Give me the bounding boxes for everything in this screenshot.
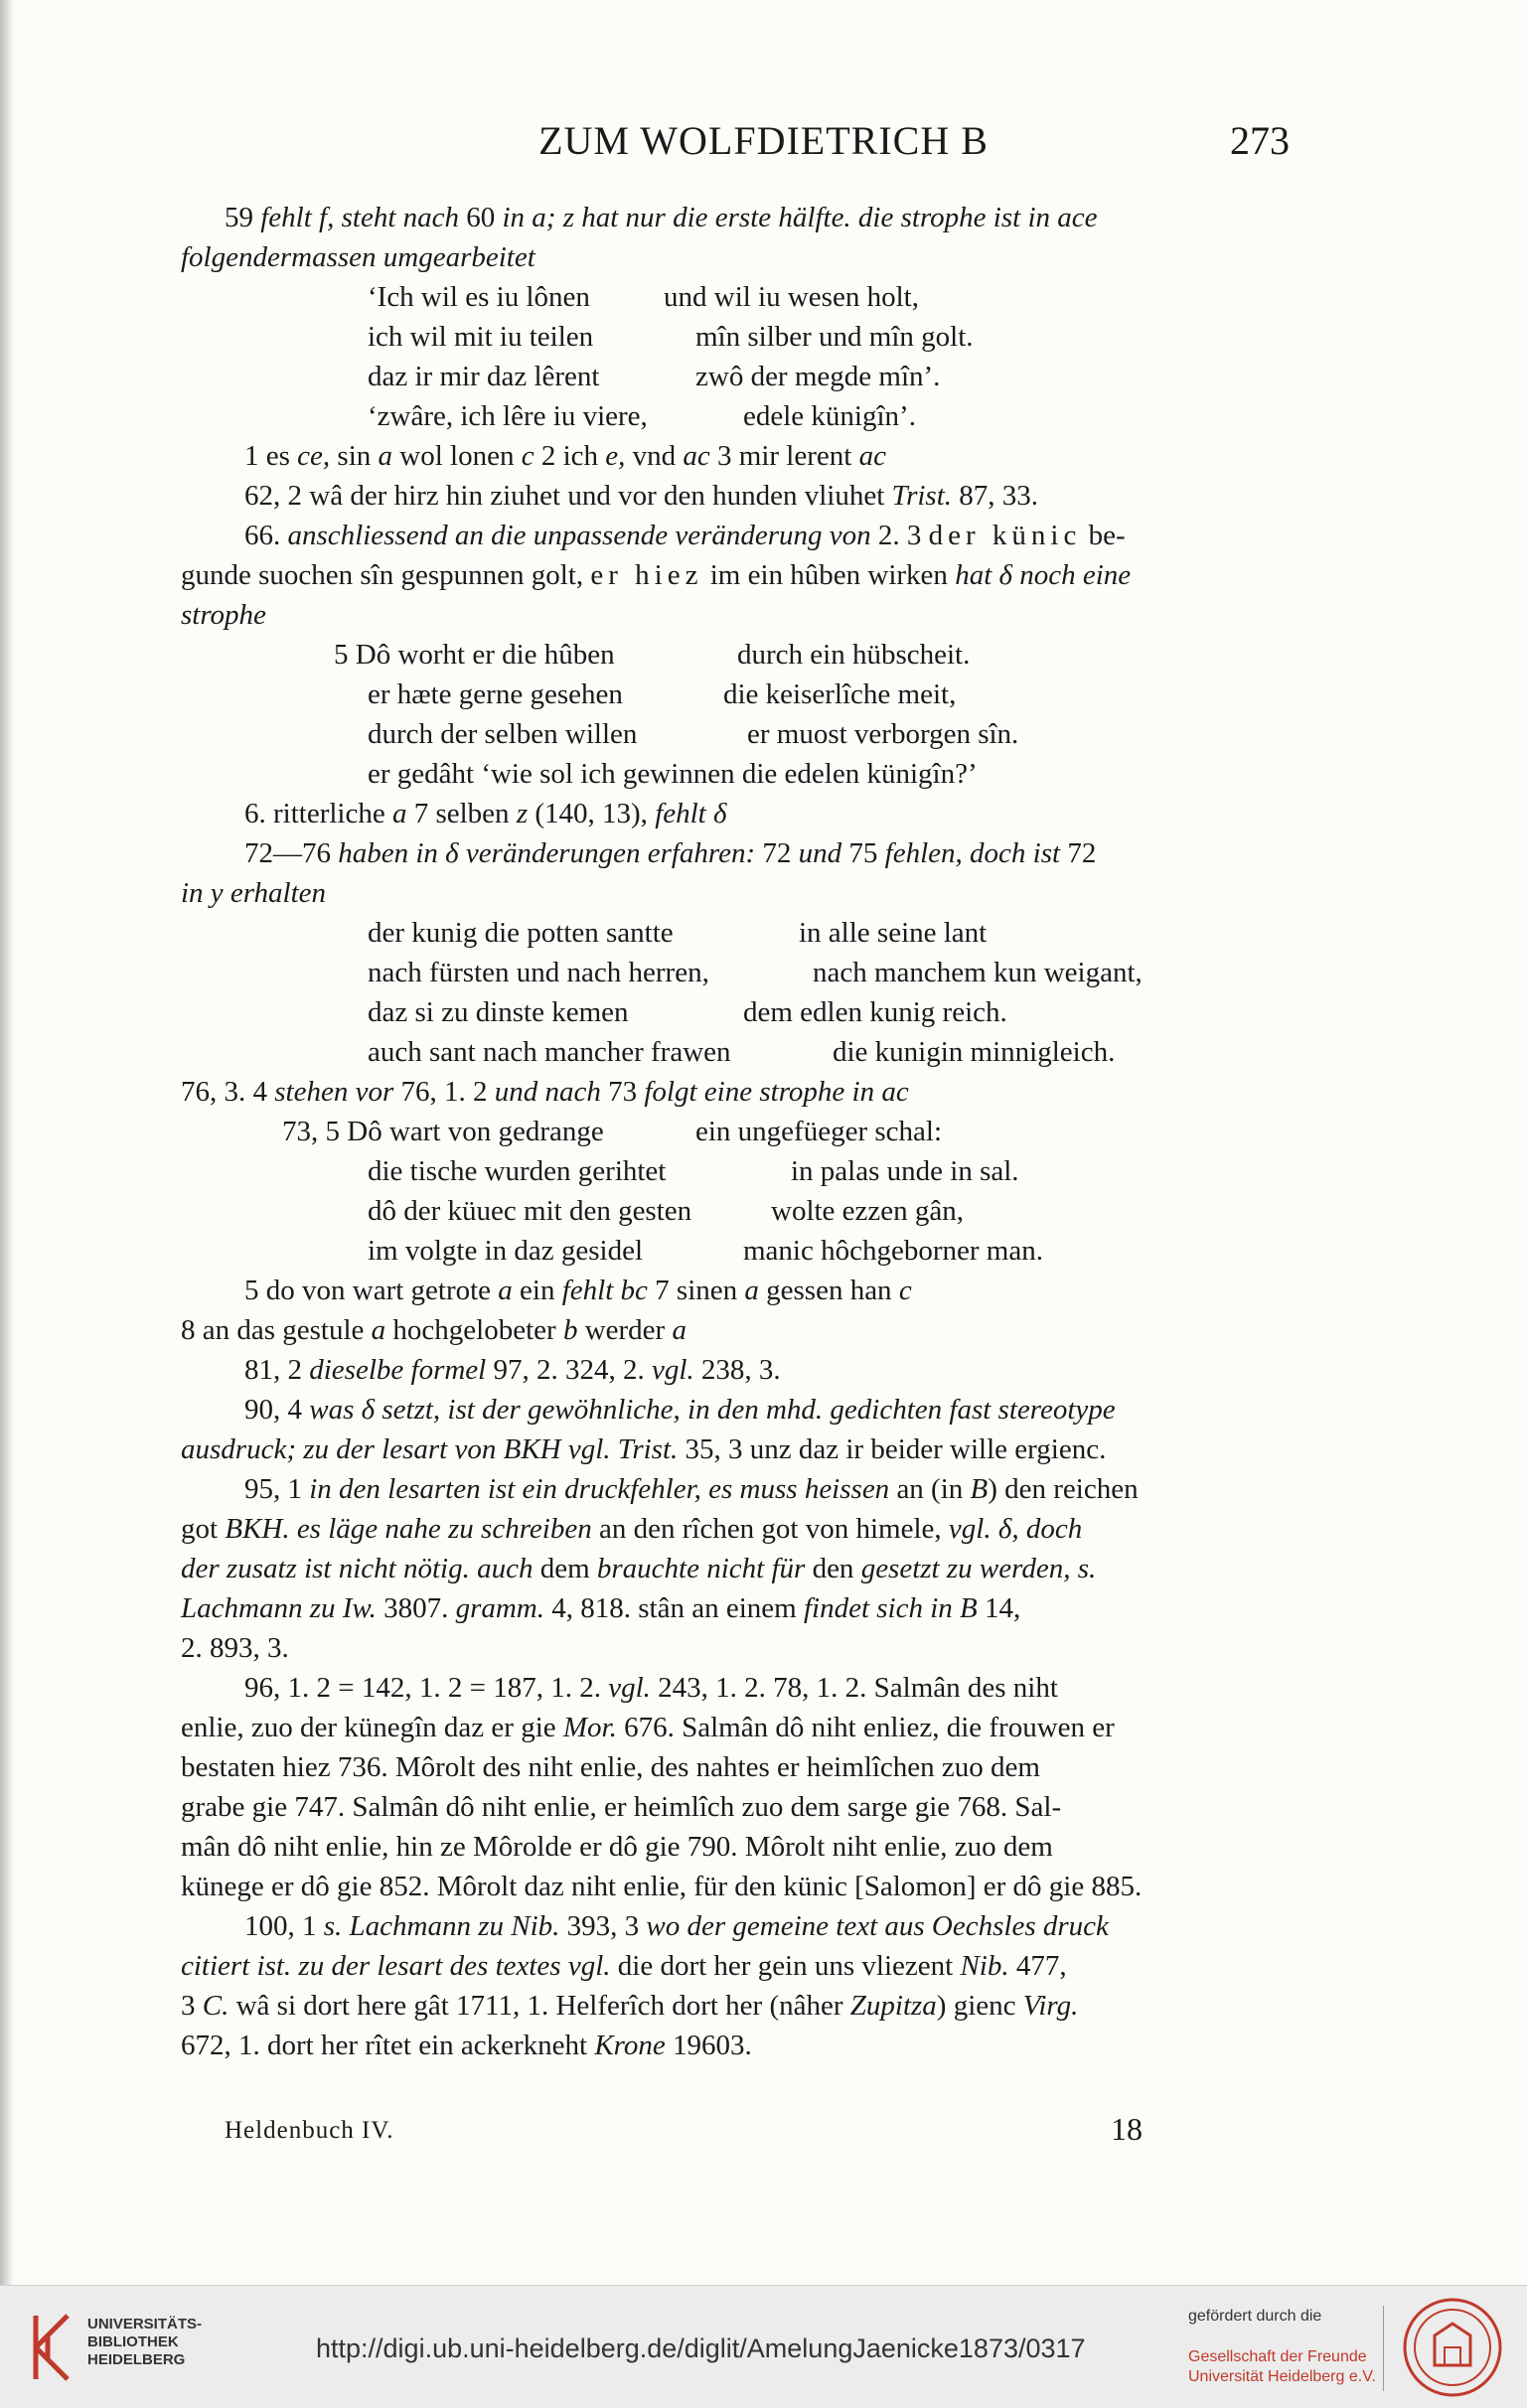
verse-first-half: 73, 5 Dô wart von gedrange xyxy=(282,1116,604,1147)
roman-span: grabe gie 747. Salmân dô niht enlie, er heimlîch zuo dem sarge gie 768. Sal- xyxy=(181,1791,1062,1823)
roman-span: 2. 893, 3. xyxy=(181,1632,289,1664)
roman-span: vnd xyxy=(625,440,684,472)
italic-span: strophe xyxy=(181,599,266,631)
italic-span: vgl. δ, doch xyxy=(948,1513,1083,1545)
roman-span: 477, xyxy=(1008,1950,1067,1982)
library-name xyxy=(87,2316,202,2369)
roman-span: 59 xyxy=(225,202,261,233)
library-name-line: BIBLIOTHEK xyxy=(87,2333,179,2350)
library-name-line: HEIDELBERG xyxy=(87,2351,186,2368)
roman-span: 19603. xyxy=(665,2030,752,2061)
italic-span: ausdruck; xyxy=(181,1433,296,1465)
roman-span: an (in xyxy=(889,1473,971,1505)
roman-span: gunde suochen sîn gespunnen golt, xyxy=(181,559,591,591)
verse-first-half: ich wil mit iu teilen xyxy=(368,321,594,353)
text-line xyxy=(181,1753,1040,1782)
verse-second-half: zwô der megde mîn’. xyxy=(695,361,941,392)
italic-span: a xyxy=(391,798,407,829)
roman-span: 66. xyxy=(244,520,288,551)
text-line xyxy=(181,1992,1078,2021)
verse-first-half: ‘Ich wil es iu lônen xyxy=(368,281,590,313)
roman-span: 5 do von wart getrote xyxy=(244,1275,499,1306)
italic-span: a xyxy=(744,1275,759,1306)
italic-span: Virg. xyxy=(1022,1990,1079,2022)
italic-span: hat δ noch eine xyxy=(955,559,1132,591)
roman-span: an den rîchen got von himele, xyxy=(591,1513,949,1545)
roman-span: 4, 818. stân an einem xyxy=(544,1592,804,1624)
roman-span: 81, 2 xyxy=(244,1354,310,1386)
roman-span: wol lonen xyxy=(392,440,522,472)
italic-span: Trist. xyxy=(891,480,953,512)
roman-span: 72 xyxy=(1060,837,1097,869)
roman-span: 2 ich xyxy=(534,440,606,472)
italic-span: brauchte nicht für xyxy=(596,1553,806,1584)
roman-span: 62, 2 wâ der hirz hin ziuhet und vor den hunden vliuhet xyxy=(244,480,892,512)
roman-span: im ein hûben wirken xyxy=(702,559,956,591)
text-line xyxy=(181,1873,1142,1901)
roman-span: wâ si dort here gât 1711, 1. Helferîch dort her (nâher xyxy=(229,1990,850,2022)
text-line xyxy=(181,1078,909,1107)
italic-span: in a; z hat nur die erste hälfte. die strophe ist in ace xyxy=(502,202,1098,233)
verse-second-half: wolte ezzen gân, xyxy=(771,1195,965,1227)
italic-span: fehlt bc xyxy=(561,1275,648,1306)
italic-span: Krone xyxy=(594,2030,666,2061)
sponsor-name-line: Universität Heidelberg e.V. xyxy=(1188,2368,1376,2385)
italic-span: Mor. xyxy=(562,1712,617,1743)
sponsor-name xyxy=(1188,2347,1376,2387)
roman-span: enlie, zuo der künegîn daz er gie xyxy=(181,1712,563,1743)
text-line xyxy=(244,1912,1109,1941)
page-number: 273 xyxy=(1230,118,1290,163)
sponsor-intro: gefördert durch die xyxy=(1188,2308,1322,2325)
verse-second-half: mîn silber und mîn golt. xyxy=(695,321,974,353)
roman-span: mân dô niht enlie, hin ze Môrolde er dô gie 790. Môrolt niht enlie, zuo dem xyxy=(181,1831,1053,1863)
italic-span: fehlen, doch ist xyxy=(884,837,1061,869)
italic-span: c xyxy=(898,1275,912,1306)
roman-span: 672, 1. dort her rîtet ein ackerkneht xyxy=(181,2030,595,2061)
italic-span: der zusatz ist nicht nötig. auch xyxy=(181,1553,534,1584)
roman-span: 393, 3 xyxy=(559,1910,647,1942)
text-line xyxy=(181,601,266,630)
italic-span: b xyxy=(562,1314,578,1346)
verse-first-half: im volgte in daz gesidel xyxy=(368,1235,644,1267)
university-seal-icon xyxy=(1401,2296,1504,2399)
roman-span: 90, 4 xyxy=(244,1394,310,1426)
italic-span: wo der gemeine text aus Oechsles druck xyxy=(646,1910,1109,1942)
roman-span: 238, 3. xyxy=(693,1354,781,1386)
italic-span: fehlt δ xyxy=(655,798,727,829)
text-line xyxy=(181,561,1131,590)
roman-span: 35, 3 unz daz ir beider wille ergienc. xyxy=(678,1433,1107,1465)
roman-span: 243, 1. 2. 78, 1. 2. Salmân des niht xyxy=(650,1672,1058,1704)
italic-span: es läge nahe zu schreiben xyxy=(296,1513,592,1545)
text-line xyxy=(244,839,1096,868)
text-line xyxy=(244,1674,1058,1703)
italic-span: e, xyxy=(605,440,626,472)
page-edge-shadow xyxy=(0,0,14,2285)
italic-span: z xyxy=(516,798,529,829)
roman-span: ) den reichen xyxy=(988,1473,1139,1505)
verse-second-half: und wil iu wesen holt, xyxy=(664,281,919,313)
italic-span: fehlt f, steht nach xyxy=(260,202,459,233)
italic-span: B xyxy=(970,1473,989,1505)
verse-second-half: nach manchem kun weigant, xyxy=(813,957,1143,988)
verse-second-half: in palas unde in sal. xyxy=(791,1155,1019,1187)
italic-span: stehen vor xyxy=(274,1076,394,1108)
text-line xyxy=(181,1634,289,1663)
text-line xyxy=(225,204,1098,232)
italic-span: und xyxy=(798,837,842,869)
text-line xyxy=(181,1555,1096,1583)
verse-first-half: er hæte gerne gesehen xyxy=(368,678,623,710)
roman-span: 7 sinen xyxy=(647,1275,745,1306)
roman-span: 97, 2. 324, 2. xyxy=(486,1354,652,1386)
italic-span: vgl. xyxy=(608,1672,651,1704)
spaced-span: er hiez xyxy=(590,559,703,591)
viewer-footer-bar xyxy=(0,2285,1527,2408)
italic-span: vgl. xyxy=(651,1354,694,1386)
verse-second-half: durch ein hübscheit. xyxy=(737,639,971,671)
text-line xyxy=(181,1316,687,1345)
roman-span: dem xyxy=(533,1553,597,1584)
signature-mark: 18 xyxy=(1111,2111,1143,2147)
roman-span: 3807. xyxy=(376,1592,456,1624)
roman-span: 6. ritterliche xyxy=(244,798,392,829)
text-line xyxy=(244,1277,912,1305)
verse-second-half: ein ungefüeger schal: xyxy=(695,1116,943,1147)
italic-span: C. xyxy=(202,1990,229,2022)
permalink-url[interactable]: http://digi.ub.uni-heidelberg.de/diglit/AmelungJaenicke1873/0317 xyxy=(316,2333,1086,2363)
italic-span: s. Lachmann zu Nib. xyxy=(323,1910,560,1942)
ub-heidelberg-logo-icon xyxy=(28,2308,76,2387)
text-line xyxy=(181,1594,1020,1623)
roman-span: gessen han xyxy=(758,1275,899,1306)
italic-span: in den lesarten ist ein druckfehler, es muss heissen xyxy=(309,1473,890,1505)
roman-span: 100, 1 xyxy=(244,1910,324,1942)
text-line xyxy=(181,879,326,908)
text-line xyxy=(368,760,978,789)
roman-span: 95, 1 xyxy=(244,1473,310,1505)
italic-span: Nib. xyxy=(960,1950,1009,1982)
italic-span: BKH. xyxy=(225,1513,290,1545)
text-line xyxy=(244,1396,1116,1425)
verse-first-half: dô der küuec mit den gesten xyxy=(368,1195,692,1227)
roman-span: 60 xyxy=(459,202,503,233)
verse-first-half: die tische wurden gerihtet xyxy=(368,1155,667,1187)
verse-first-half: nach fürsten und nach herren, xyxy=(368,957,709,988)
italic-span: Lachmann zu Iw. xyxy=(181,1592,377,1624)
italic-span: Zupitza xyxy=(849,1990,937,2022)
italic-span: folgt eine strophe in ac xyxy=(644,1076,909,1108)
book-title-footer: Heldenbuch IV. xyxy=(225,2117,394,2144)
italic-span: haben in δ veränderungen erfahren: xyxy=(338,837,756,869)
text-line xyxy=(181,2032,752,2060)
italic-span: gesetzt zu werden, s. xyxy=(860,1553,1097,1584)
italic-span: c xyxy=(521,440,534,472)
roman-span: 3 mir lerent xyxy=(709,440,859,472)
roman-span: be- xyxy=(1081,520,1126,551)
roman-span: 72—76 xyxy=(244,837,339,869)
text-line xyxy=(244,522,1126,550)
text-line xyxy=(244,1356,781,1385)
roman-span: 76, 1. 2 xyxy=(393,1076,495,1108)
text-line xyxy=(244,800,726,828)
text-line xyxy=(244,442,886,471)
italic-span: in y erhalten xyxy=(181,877,327,909)
roman-span: 7 selben xyxy=(406,798,517,829)
roman-span: (140, 13), xyxy=(528,798,656,829)
running-title: ZUM WOLFDIETRICH B xyxy=(538,118,989,163)
library-name-line: UNIVERSITÄTS- xyxy=(87,2316,203,2333)
roman-span: 72 xyxy=(755,837,799,869)
roman-span: 87, 33. xyxy=(952,480,1039,512)
roman-span: 75 xyxy=(841,837,885,869)
verse-second-half: die kunigin minnigleich. xyxy=(833,1036,1116,1068)
italic-span: gramm. xyxy=(455,1592,544,1624)
text-line xyxy=(181,1435,1106,1464)
spaced-span: der künic xyxy=(928,520,1082,551)
italic-span: und nach xyxy=(494,1076,601,1108)
roman-span: 3 xyxy=(181,1990,203,2022)
verse-second-half: er muost verborgen sîn. xyxy=(747,718,1019,750)
roman-span: werder xyxy=(577,1314,673,1346)
verse-first-half: durch der selben willen xyxy=(368,718,638,750)
roman-span: bestaten hiez 736. Môrolt des niht enlie, des nahtes er heimlîchen zuo dem xyxy=(181,1751,1040,1783)
text-line xyxy=(181,243,535,272)
sponsor-name-line: Gesellschaft der Freunde xyxy=(1188,2348,1367,2365)
italic-span: zu der lesart von BKH vgl. Trist. xyxy=(303,1433,679,1465)
roman-span: ein xyxy=(512,1275,562,1306)
text-line xyxy=(181,1793,1061,1822)
text-line xyxy=(181,1952,1067,1981)
roman-span: 76, 3. 4 xyxy=(181,1076,275,1108)
roman-span: hochgelobeter xyxy=(385,1314,563,1346)
verse-first-half: 5 Dô worht er die hûben xyxy=(334,639,615,671)
roman-span: 2. 3 xyxy=(870,520,929,551)
text-line xyxy=(244,1475,1139,1504)
verse-first-half: ‘zwâre, ich lêre iu viere, xyxy=(368,400,648,432)
roman-span xyxy=(290,1513,297,1545)
italic-span: a xyxy=(378,440,393,472)
divider xyxy=(1383,2306,1384,2391)
verse-second-half: die keiserlîche meit, xyxy=(723,678,957,710)
verse-second-half: edele künigîn’. xyxy=(743,400,916,432)
italic-span: anschliessend an die unpassende veränderung von xyxy=(287,520,871,551)
verse-first-half: der kunig die potten santte xyxy=(368,917,674,949)
roman-span: 1 es xyxy=(244,440,298,472)
roman-span: sin xyxy=(330,440,379,472)
italic-span: findet sich in B xyxy=(803,1592,978,1624)
italic-span: citiert ist. zu der lesart des textes vgl. xyxy=(181,1950,611,1982)
italic-span: was δ setzt, ist der gewöhnliche, in den mhd. gedichten fast stereotype xyxy=(309,1394,1116,1426)
italic-span: a xyxy=(371,1314,386,1346)
text-line xyxy=(181,1515,1082,1544)
verse-second-half: in alle seine lant xyxy=(799,917,988,949)
roman-span: ) gienc xyxy=(936,1990,1023,2022)
roman-span: 73 xyxy=(600,1076,645,1108)
verse-second-half: manic hôchgeborner man. xyxy=(743,1235,1043,1267)
italic-span: dieselbe formel xyxy=(309,1354,487,1386)
roman-span: künege er dô gie 852. Môrolt daz niht enlie, für den künic [Salomon] er dô gie 885. xyxy=(181,1871,1143,1902)
roman-span: die dort her gein uns vliezent xyxy=(610,1950,961,1982)
text-line xyxy=(244,482,1038,511)
roman-span: 14, xyxy=(977,1592,1021,1624)
roman-span: 96, 1. 2 = 142, 1. 2 = 187, 1. 2. xyxy=(244,1672,609,1704)
italic-span: a xyxy=(672,1314,687,1346)
verse-first-half: daz ir mir daz lêrent xyxy=(368,361,600,392)
text-line xyxy=(181,1714,1115,1742)
verse-first-half: auch sant nach mancher frawen xyxy=(368,1036,731,1068)
verse-second-half: dem edlen kunig reich. xyxy=(743,996,1007,1028)
roman-span: 676. Salmân dô niht enliez, die frouwen er xyxy=(616,1712,1115,1743)
roman-span: 8 an das gestule xyxy=(181,1314,372,1346)
roman-span: den xyxy=(805,1553,861,1584)
italic-span: ac xyxy=(683,440,710,472)
italic-span: a xyxy=(498,1275,513,1306)
italic-span: folgendermassen umgearbeitet xyxy=(181,241,535,273)
roman-span: got xyxy=(181,1513,226,1545)
verse-first-half: daz si zu dinste kemen xyxy=(368,996,629,1028)
italic-span: ce, xyxy=(297,440,331,472)
italic-span: ac xyxy=(858,440,886,472)
roman-span: er gedâht ‘wie sol ich gewinnen die edelen künigîn?’ xyxy=(368,758,978,790)
text-line xyxy=(181,1833,1053,1862)
